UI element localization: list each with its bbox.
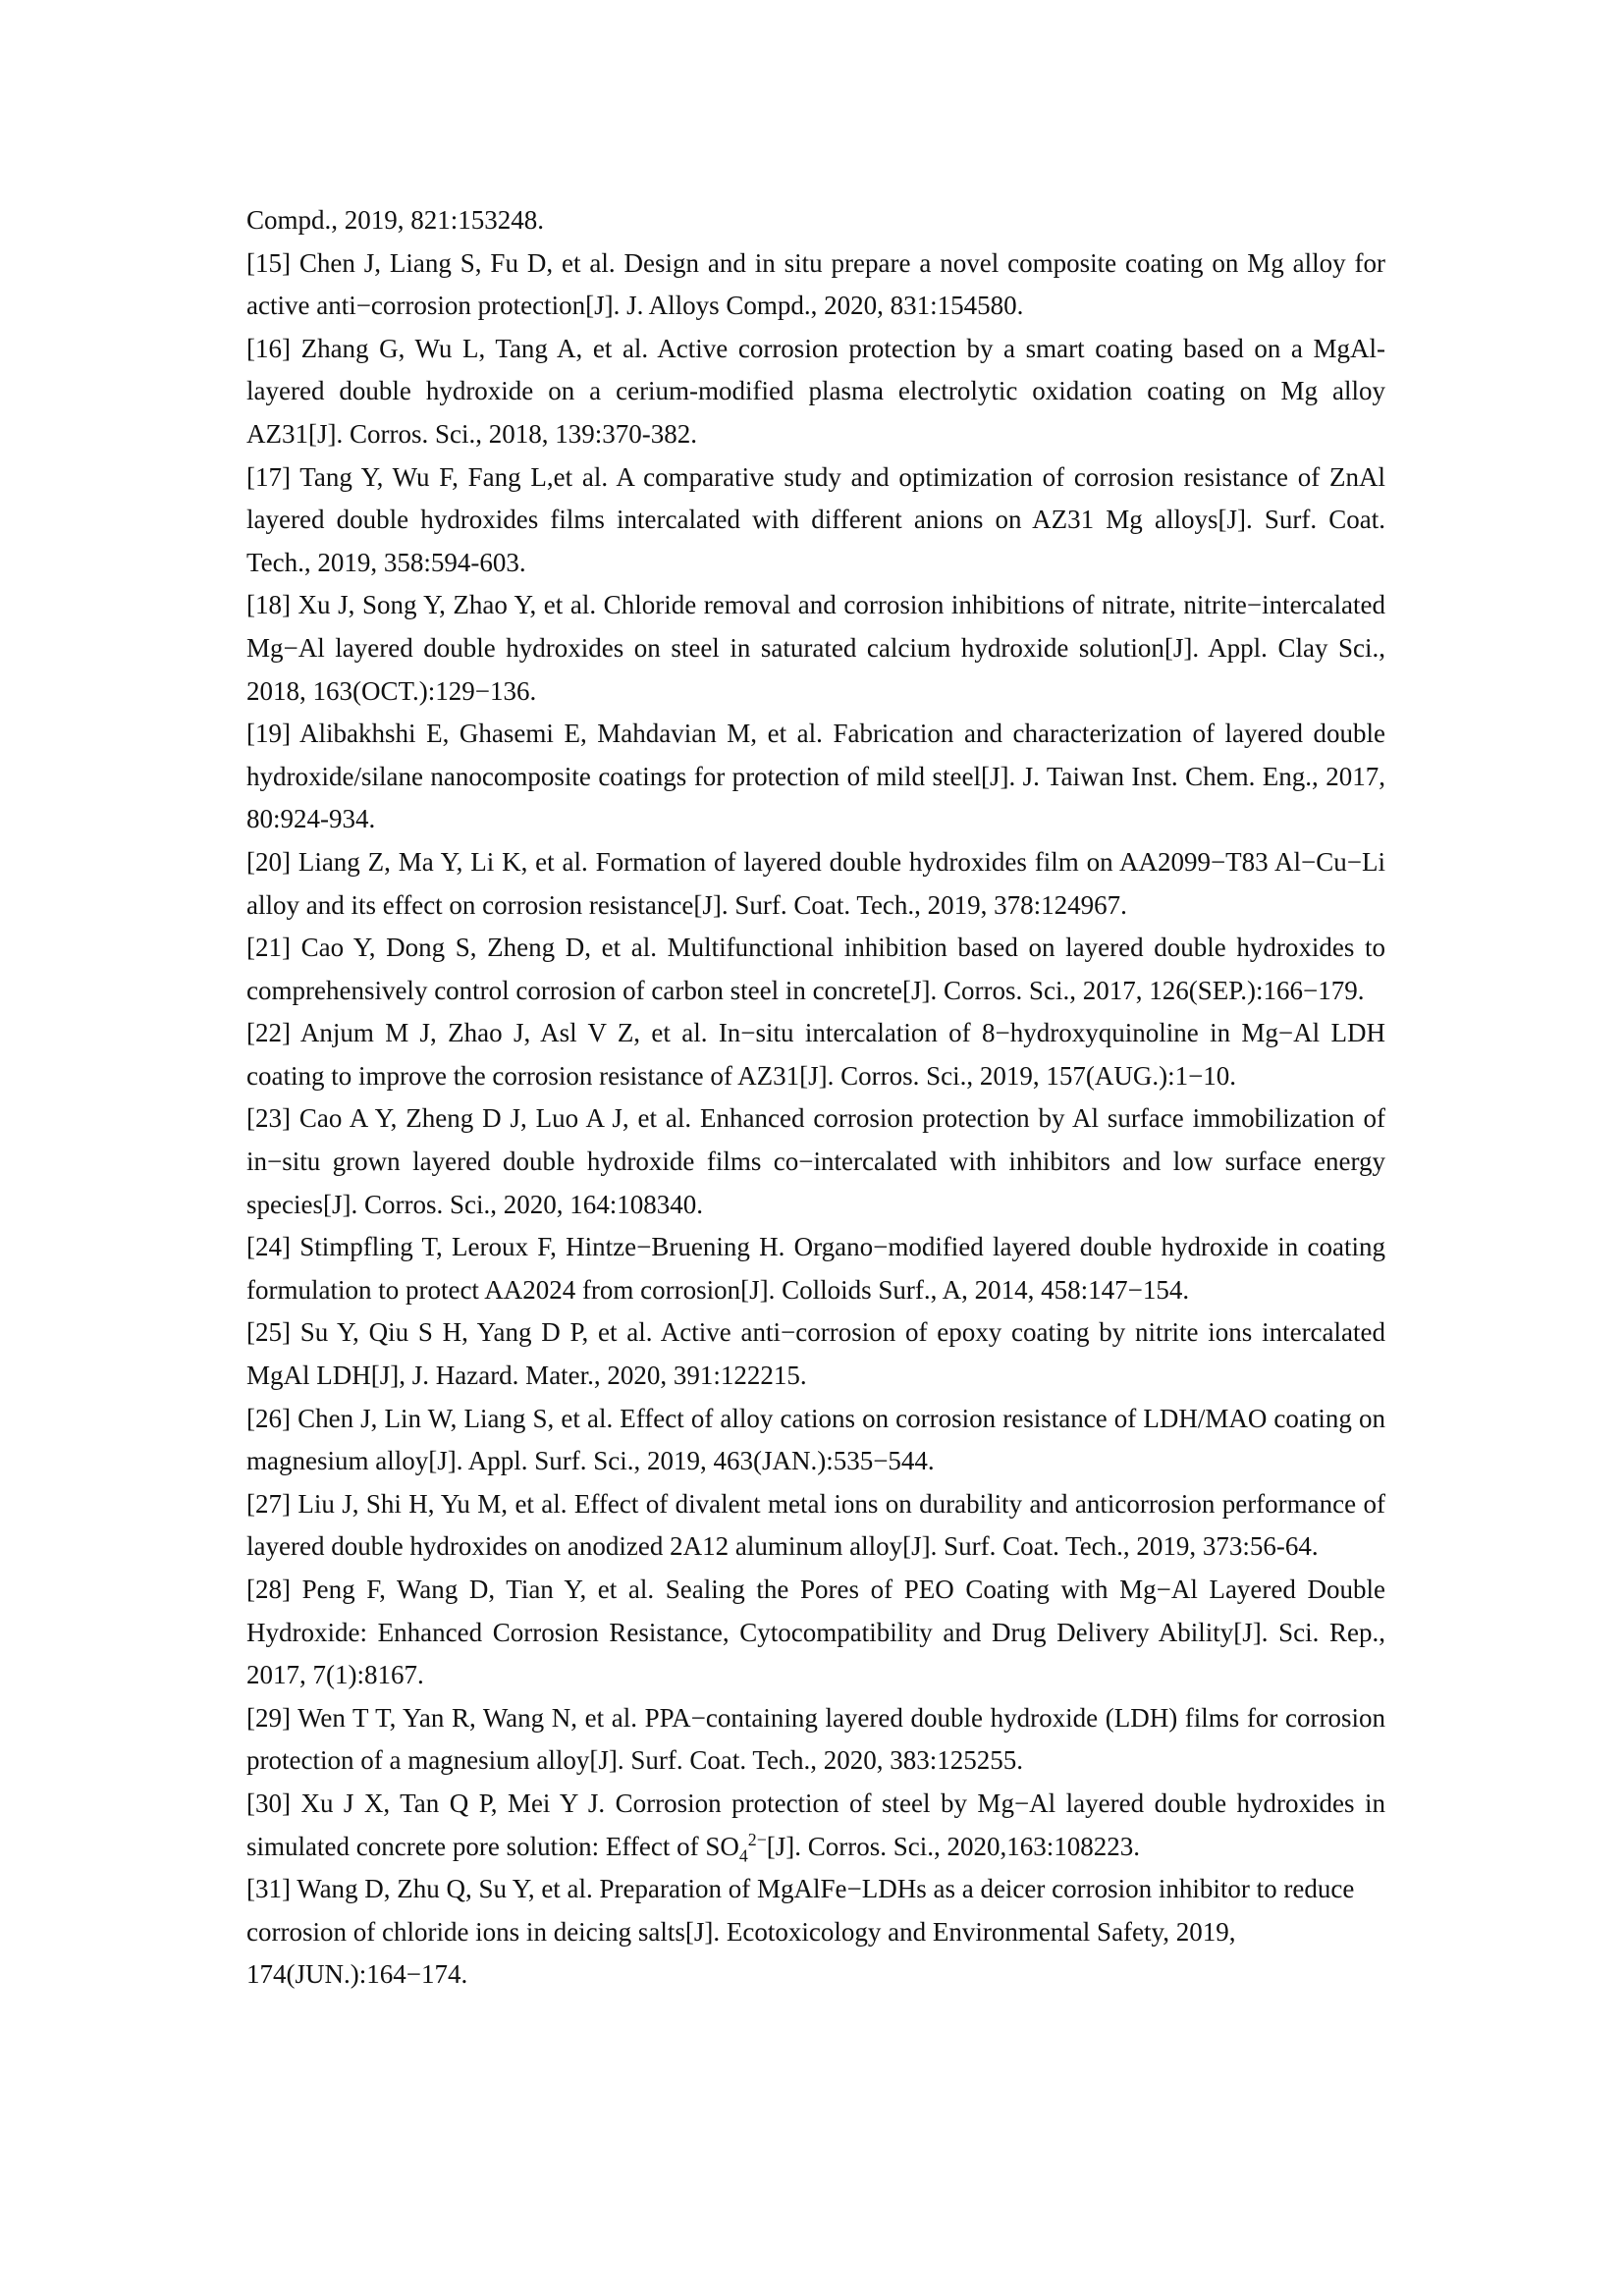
sulfate-superscript: 2− [747, 1829, 767, 1849]
reference-19: [19] Alibakhshi E, Ghasemi E, Mahdavian M, et al. Fabrication and characterization of layered double hydroxide/silane nanocomposite coatings for protection of mild steel[J]. J. Taiwan Inst. Chem. Eng., 2017, 80:924-934. [246, 719, 1385, 834]
reference-28: [28] Peng F, Wang D, Tian Y, et al. Sealing the Pores of PEO Coating with Mg−Al Layered Double Hydroxide: Enhanced Corrosion Resistance, Cytocompatibility and Drug Delivery Ability[J]. Sci. Rep., 2017, 7(1):8167. [246, 1575, 1385, 1690]
reference-30-text-before: [30] Xu J X, Tan Q P, Mei Y J. Corrosion protection of steel by Mg−Al layered double hydroxides in simulated concrete pore solution: Effect of SO [246, 1788, 1385, 1861]
reference-14-continuation: Compd., 2019, 821:153248. [246, 205, 545, 235]
sulfate-subscript: 4 [738, 1844, 748, 1865]
reference-20: [20] Liang Z, Ma Y, Li K, et al. Formation of layered double hydroxides film on AA2099−T83 Al−Cu−Li alloy and its effect on corrosion resistance[J]. Surf. Coat. Tech., 2019, 378:124967. [246, 846, 1385, 920]
reference-25: [25] Su Y, Qiu S H, Yang D P, et al. Active anti−corrosion of epoxy coating by nitrite ions intercalated MgAl LDH[J], J. Hazard. Mater., 2020, 391:122215. [246, 1317, 1385, 1391]
reference-30-text-after: [J]. Corros. Sci., 2020,163:108223. [766, 1831, 1140, 1861]
reference-26: [26] Chen J, Lin W, Liang S, et al. Effect of alloy cations on corrosion resistance of LDH/MAO coating on magnesium alloy[J]. Appl. Surf. Sci., 2019, 463(JAN.):535−544. [246, 1403, 1385, 1476]
reference-15: [15] Chen J, Liang S, Fu D, et al. Design and in situ prepare a novel composite coating on Mg alloy for active anti−corrosion protection[J]. J. Alloys Compd., 2020, 831:154580. [246, 247, 1385, 321]
reference-31: [31] Wang D, Zhu Q, Su Y, et al. Preparation of MgAlFe−LDHs as a deicer corrosion inhibitor to reduce corrosion of chloride ions in deicing salts[J]. Ecotoxicology and Environmental Safety, 2019, 174(JUN.):164−174. [246, 1874, 1355, 1990]
reference-27: [27] Liu J, Shi H, Yu M, et al. Effect of divalent metal ions on durability and anticorrosion performance of layered double hydroxides on anodized 2A12 aluminum alloy[J]. Surf. Coat. Tech., 2019, 373:56-64. [246, 1488, 1385, 1562]
reference-list [246, 199, 1385, 1997]
reference-30 [246, 1783, 1385, 1868]
reference-23: [23] Cao A Y, Zheng D J, Luo A J, et al. Enhanced corrosion protection by Al surface immobilization of in−situ grown layered double hydroxide films co−intercalated with inhibitors and low surface energy species[J]. Corros. Sci., 2020, 164:108340. [246, 1103, 1385, 1219]
reference-17: [17] Tang Y, Wu F, Fang L,et al. A comparative study and optimization of corrosion resistance of ZnAl layered double hydroxides films intercalated with different anions on AZ31 Mg alloys[J]. Surf. Coat. Tech., 2019, 358:594-603. [246, 461, 1385, 577]
reference-16: [16] Zhang G, Wu L, Tang A, et al. Active corrosion protection by a smart coating based on a MgAl-layered double hydroxide on a cerium-modified plasma electrolytic oxidation coating on Mg alloy AZ31[J]. Corros. Sci., 2018, 139:370-382. [246, 333, 1385, 449]
reference-29: [29] Wen T T, Yan R, Wang N, et al. PPA−containing layered double hydroxide (LDH) films for corrosion protection of a magnesium alloy[J]. Surf. Coat. Tech., 2020, 383:125255. [246, 1702, 1385, 1776]
reference-18: [18] Xu J, Song Y, Zhao Y, et al. Chloride removal and corrosion inhibitions of nitrate, nitrite−intercalated Mg−Al layered double hydroxides on steel in saturated calcium hydroxide solution[J]. Appl. Clay Sci., 2018, 163(OCT.):129−136. [246, 590, 1385, 706]
reference-21: [21] Cao Y, Dong S, Zheng D, et al. Multifunctional inhibition based on layered double hydroxides to comprehensively control corrosion of carbon steel in concrete[J]. Corros. Sci., 2017, 126(SEP.):166−179. [246, 933, 1385, 1005]
reference-24: [24] Stimpfling T, Leroux F, Hintze−Bruening H. Organo−modified layered double hydroxide in coating formulation to protect AA2024 from corrosion[J]. Colloids Surf., A, 2014, 458:147−154. [246, 1232, 1385, 1305]
reference-22: [22] Anjum M J, Zhao J, Asl V Z, et al. In−situ intercalation of 8−hydroxyquinoline in Mg−Al LDH coating to improve the corrosion resistance of AZ31[J]. Corros. Sci., 2019, 157(AUG.):1−10. [246, 1018, 1385, 1091]
